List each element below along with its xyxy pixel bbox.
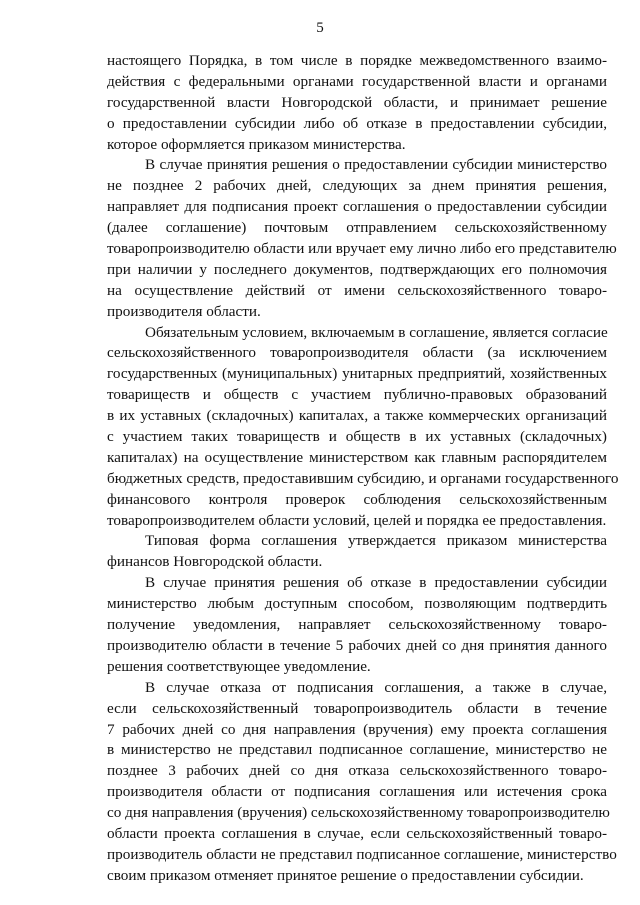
text-line: (далее соглашение) почтовым отправлением сельскохозяйственному <box>107 219 607 237</box>
paragraph-agreement-sending <box>107 155 617 322</box>
document-body <box>107 51 619 887</box>
text-line: о предоставлении субсидии либо об отказе в предоставлении субсидии, <box>107 114 607 132</box>
text-line: капиталах) на осуществление министерством как главным распорядителем <box>107 448 607 466</box>
text-line: сельскохозяйственного товаропроизводителя области (за исключением <box>107 344 607 362</box>
text-line: В случае отказа от подписания соглашения, а также в случае, <box>145 678 607 696</box>
text-line: товариществ и обществ с участием публично-правовых образований <box>107 386 607 404</box>
text-line: товаропроизводителю области или вручает ему лично либо его представителю <box>107 240 617 258</box>
text-line: государственных (муниципальных) унитарных предприятий, хозяйственных <box>107 365 607 383</box>
text-line: в министерство не представил подписанное соглашение, министерство не <box>107 741 607 759</box>
text-line: настоящего Порядка, в том числе в порядке межведомственного взаимо- <box>107 52 607 69</box>
paragraph-standard-form <box>107 531 607 573</box>
text-line: при наличии у последнего документов, подтверждающих его полномочия <box>107 260 607 278</box>
text-line: со дня направления (вручения) сельскохозяйственному товаропроизводителю <box>107 804 610 822</box>
text-line: на осуществление действий от имени сельскохозяйственного товаро- <box>107 281 607 299</box>
text-line: В случае принятия решения о предоставлении субсидии министерство <box>145 156 607 174</box>
text-line: производителя области от подписания соглашения или истечения срока <box>107 783 607 801</box>
text-line: Обязательным условием, включаемым в соглашение, является согласие <box>145 323 608 341</box>
text-line: бюджетных средств, предоставившим субсидию, и органами государственного <box>107 469 619 487</box>
text-line: с участием таких товариществ и обществ в их уставных (складочных) <box>107 428 607 446</box>
text-line: производителю области в течение 5 рабочих дней со дня принятия данного <box>107 636 607 654</box>
text-line: государственной власти Новгородской области, и принимает решение <box>107 93 607 111</box>
paragraph-continued-decision <box>107 51 607 155</box>
text-line: в их уставных (складочных) капиталах, а также коммерческих организаций <box>107 407 607 425</box>
paragraph-mandatory-condition <box>107 323 619 532</box>
text-line: направляет для подписания проект соглашения о предоставлении субсидии <box>107 198 607 216</box>
text-line: которое оформляется приказом министерства. <box>107 135 406 153</box>
page-number: 5 <box>316 20 324 36</box>
text-line: Типовая форма соглашения утверждается приказом министерства <box>145 532 607 550</box>
text-line: товаропроизводителем области условий, целей и порядка ее предоставления. <box>107 511 607 529</box>
text-line: решения соответствующее уведомление. <box>107 657 371 675</box>
text-line: финансов Новгородской области. <box>107 553 323 571</box>
text-line: В случае принятия решения об отказе в предоставлении субсидии <box>145 574 607 592</box>
text-line: области проекта соглашения в случае, если сельскохозяйственный товаро- <box>107 824 607 842</box>
text-line: производитель области не представил подписанное соглашение, министерство <box>107 845 617 863</box>
text-line: министерство любым доступным способом, позволяющим подтвердить <box>107 595 607 613</box>
text-line: финансового контроля проверок соблюдения сельскохозяйственным <box>107 490 607 508</box>
text-line: получение уведомления, направляет сельскохозяйственному товаро- <box>107 616 607 634</box>
text-line: производителя области. <box>107 302 261 320</box>
text-line: своим приказом отменяет принятое решение о предоставлении субсидии. <box>107 866 584 884</box>
text-line: 7 рабочих дней со дня направления (вручения) ему проекта соглашения <box>107 720 607 738</box>
text-line: не позднее 2 рабочих дней, следующих за днем принятия решения, <box>107 177 607 195</box>
paragraph-refusal-notice <box>107 573 607 677</box>
text-line: позднее 3 рабочих дней со дня отказа сельскохозяйственного товаро- <box>107 762 607 780</box>
text-line: действия с федеральными органами государственной власти и органами <box>107 72 607 90</box>
paragraph-signing-refusal <box>107 678 617 887</box>
text-line: если сельскохозяйственный товаропроизводитель области в течение <box>107 699 607 717</box>
